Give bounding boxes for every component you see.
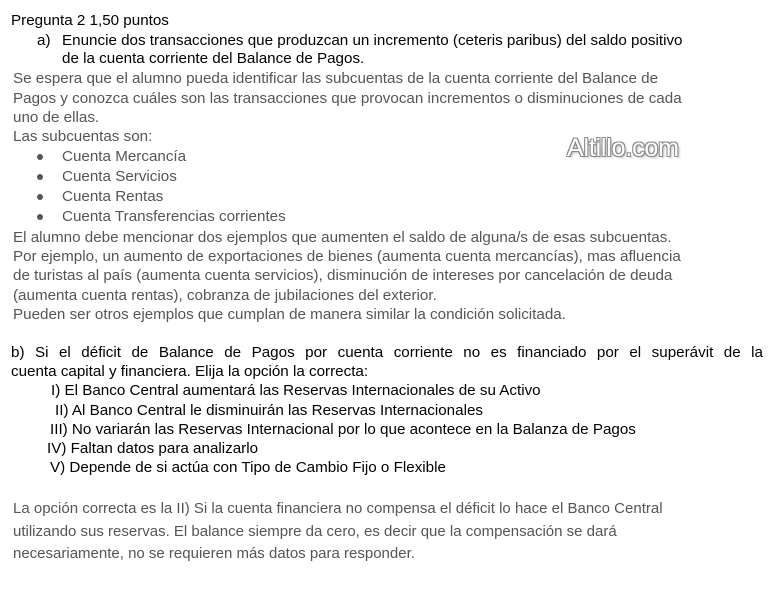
part-a-line-1: Enuncie dos transacciones que produzcan un incremento (ceteris paribus) del saldo positivo [62, 32, 683, 49]
subaccount-item-transferencias: Cuenta Transferencias corrientes [62, 208, 286, 225]
subaccount-item-servicios: Cuenta Servicios [62, 168, 177, 185]
question-header: Pregunta 2 1,50 puntos [11, 12, 169, 29]
part-a-marker: a) [37, 32, 51, 49]
option-i: I) El Banco Central aumentará las Reservas Internacionales de su Activo [51, 382, 541, 399]
answer-line-2: utilizando sus reservas. El balance siempre da cero, es decir que la compensación se dará [13, 523, 617, 540]
bullet-icon [37, 174, 43, 180]
example-line-2: Por ejemplo, un aumento de exportaciones de bienes (aumenta cuenta mercancías), mas afluencia [13, 248, 681, 265]
example-line-5: Pueden ser otros ejemplos que cumplan de manera similar la condición solicitada. [13, 306, 566, 323]
expectation-line-1: Se espera que el alumno pueda identificar las subcuentas de la cuenta corriente del Balance de [13, 70, 659, 87]
option-iv: IV) Faltan datos para analizarlo [47, 440, 259, 457]
option-iii: III) No variarán las Reservas Internacional por lo que acontece en la Balanza de Pagos [50, 421, 636, 438]
bullet-icon [37, 154, 43, 160]
example-line-1: El alumno debe mencionar dos ejemplos que aumenten el saldo de alguna/s de esas subcuentas. [13, 229, 672, 246]
expectation-line-2: Pagos y conozca cuáles son las transacciones que provocan incrementos o disminuciones de cada [13, 90, 682, 107]
part-b-line-1: b) Si el déficit de Balance de Pagos por cuenta corriente no es financiado por el superávit de la [11, 344, 763, 361]
subaccounts-intro: Las subcuentas son: [13, 128, 153, 145]
bullet-icon [37, 194, 43, 200]
answer-line-1: La opción correcta es la II) Si la cuenta financiera no compensa el déficit lo hace el Banco Central [13, 500, 663, 517]
option-ii: II) Al Banco Central le disminuirán las Reservas Internacionales [55, 402, 483, 419]
expectation-line-3: uno de ellas. [13, 109, 100, 126]
example-line-3: de turistas al país (aumenta cuenta servicios), disminución de intereses por cancelación de deuda [13, 267, 673, 284]
answer-line-3: necesariamente, no se requieren más datos para responder. [13, 545, 415, 562]
example-line-4: (aumenta cuenta rentas), cobranza de jubilaciones del exterior. [13, 287, 437, 304]
option-v: V) Depende de si actúa con Tipo de Cambio Fijo o Flexible [50, 459, 446, 476]
subaccount-item-mercancia: Cuenta Mercancía [62, 148, 187, 165]
part-b-line-2: cuenta capital y financiera. Elija la opción la correcta: [11, 363, 369, 380]
watermark-logo: Altillo.com [567, 134, 679, 162]
part-a-line-2: de la cuenta corriente del Balance de Pagos. [62, 50, 365, 67]
subaccount-item-rentas: Cuenta Rentas [62, 188, 164, 205]
bullet-icon [37, 214, 43, 220]
